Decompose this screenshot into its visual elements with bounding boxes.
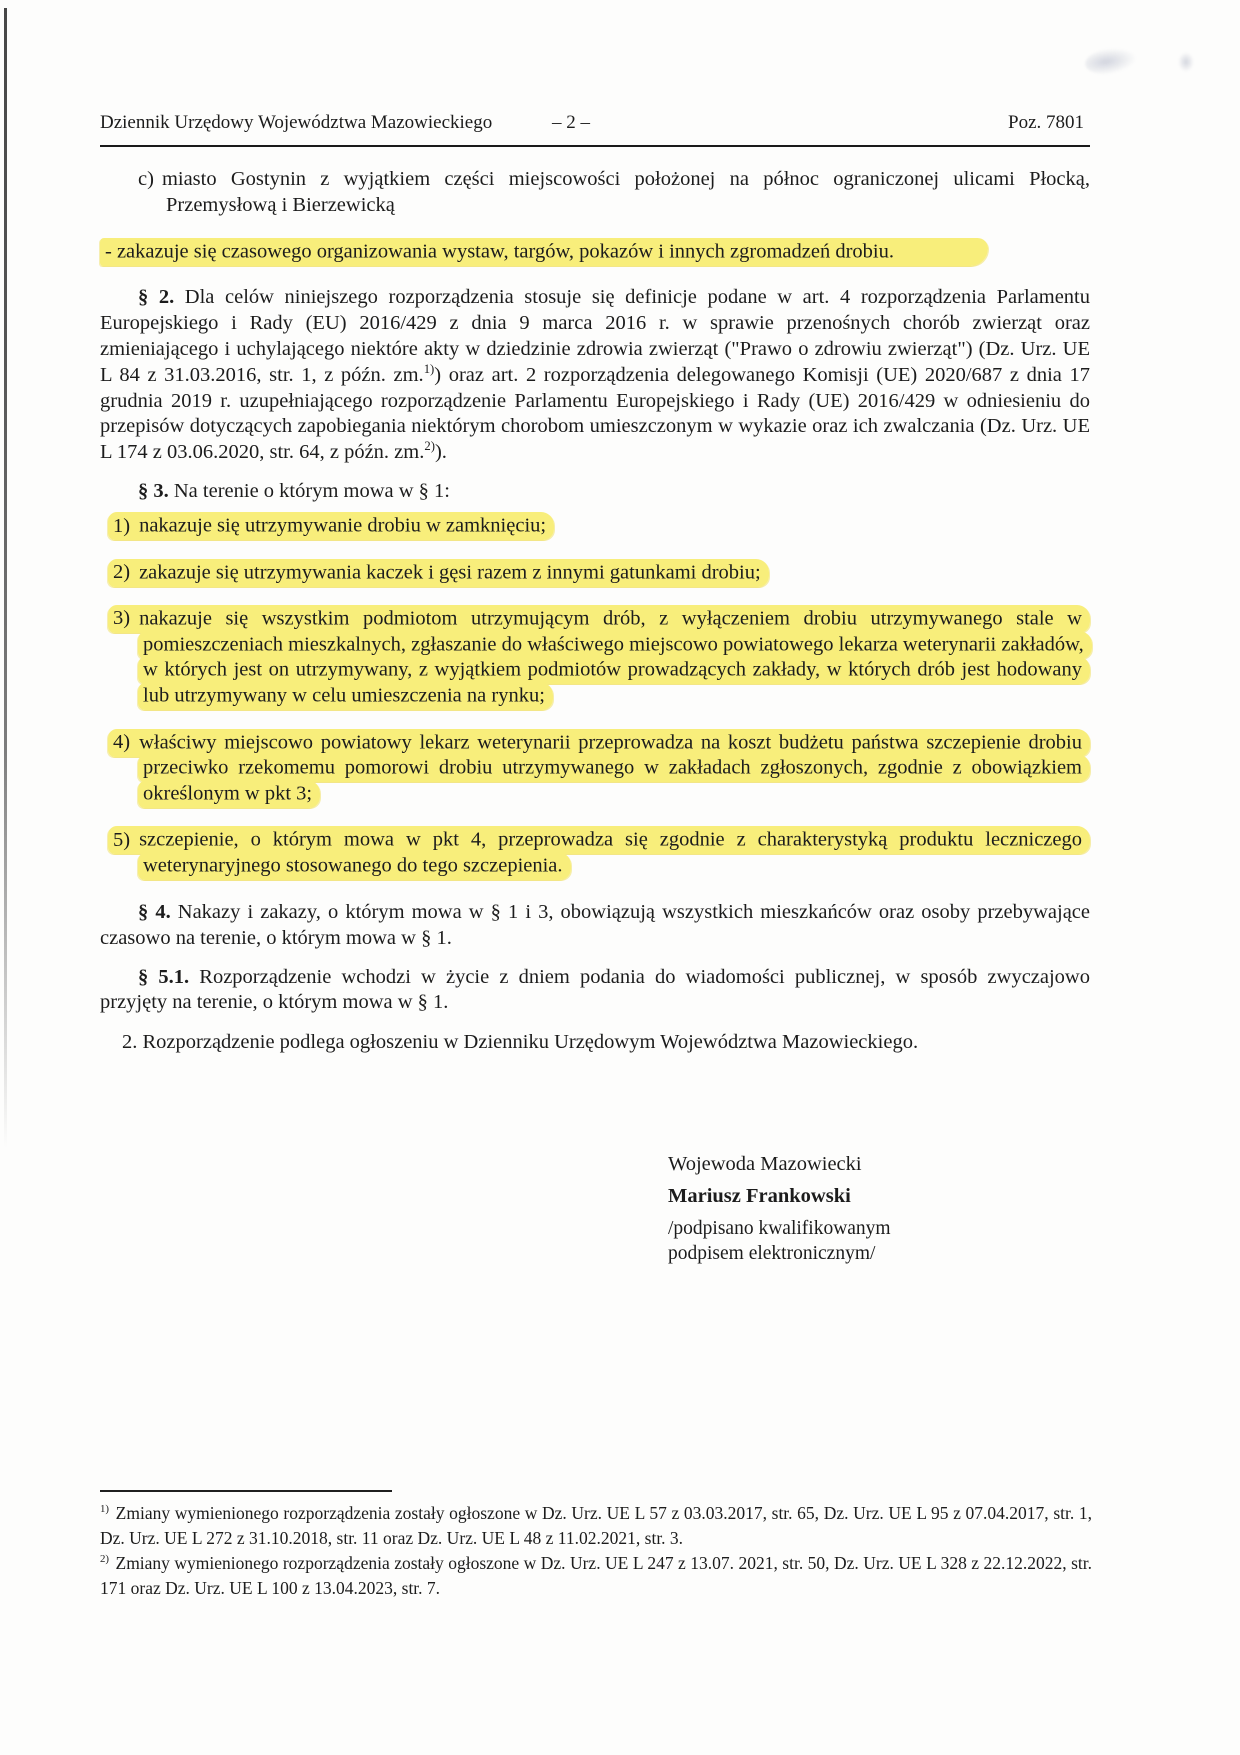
scan-smudge-artifact: [1083, 45, 1138, 78]
footnotes-section: [100, 1490, 1092, 1601]
signature-note-line-1: /podpisano kwalifikowanym: [668, 1218, 891, 1240]
paragraph-3-label: § 3.: [138, 479, 169, 502]
list-item-c-text: miasto Gostynin z wyjątkiem części miejscowości położonej na północ ograniczonej ulicami Płocką, Przemysłową i Bierzewicką: [161, 168, 1090, 216]
paragraph-5-1: [100, 965, 1090, 1017]
paragraph-4-label: § 4.: [138, 901, 171, 924]
list-item-3-number: 3): [113, 607, 131, 630]
list-item-5-text: szczepienie, o którym mowa w pkt 4, przeprowadza się zgodnie z charakterystyką produktu leczniczego weterynaryjnego stosowanego do tego szczepienia.: [139, 828, 1082, 877]
list-item-5-number: 5): [113, 828, 131, 851]
highlight-mark: [108, 729, 1090, 809]
list-item-3: [100, 606, 1090, 709]
list-item-1-text: nakazuje się utrzymywanie drobiu w zamknięciu;: [139, 514, 547, 537]
paragraph-2: [100, 285, 1090, 466]
footnote-2: [100, 1551, 1092, 1601]
signature-note-line-2: podpisem elektronicznym/: [668, 1243, 876, 1265]
list-item-1-number: 1): [113, 514, 131, 537]
list-item-1: [100, 514, 1090, 540]
paragraph-3-text: Na terenie o którym mowa w § 1:: [168, 479, 450, 502]
highlighted-ban-line: [100, 239, 1090, 265]
footnote-ref-1: 1): [423, 361, 435, 376]
list-item-3-text: nakazuje się wszystkim podmiotom utrzymującym drób, z wyłączeniem drobiu utrzymywanego stale w pomieszczeniach mieszkalnych, zgłaszanie do właściwego miejscowo powiatowego lekarza weterynarii zakładów, w których jest on utrzymywany, z wyjątkiem podmiotów prowadzących zakłady, w których drób jest hodowany lub utrzymywany w celu umieszczenia na rynku;: [139, 607, 1084, 707]
signature-block: [668, 1151, 1090, 1266]
numbered-list: [100, 514, 1090, 880]
position-number: Poz. 7801: [1008, 112, 1084, 133]
footnote-2-text: Zmiany wymienionego rozporządzenia zostały ogłoszone w Dz. Urz. UE L 247 z 13.07. 2021, str. 50, Dz. Urz. UE L 328 z 22.12.2022, str. 171 oraz Dz. Urz. UE L 100 z 13.04.2023, str. 7.: [100, 1553, 1092, 1598]
paragraph-4-text: Nakazy i zakazy, o którym mowa w § 1 i 3, obowiązują wszystkich mieszkańców oraz osoby przebywające czasowo na terenie, o którym mowa w § 1.: [100, 901, 1090, 949]
list-item-2-text: zakazuje się utrzymywania kaczek i gęsi razem z innymi gatunkami drobiu;: [139, 561, 761, 584]
list-item-c: [100, 167, 1090, 219]
footnote-ref-2: 2): [424, 439, 435, 454]
footnote-1: [100, 1501, 1092, 1551]
paragraph-2-text: Dla celów niniejszego rozporządzenia stosuje się definicje podane w art. 4 rozporządzenia Parlamentu Europejskiego i Rady (EU) 2016/429 z dnia 9 marca 2016 r. w sprawie przenośnych chorób zwierząt oraz zmieniającego i uchylającego niektóre akty w dziedzinie zdrowia zwierząt ("Prawo o zdrowiu zwierząt") (Dz. Urz. UE L 84 z 31.03.2016, str. 1, z późn. zm.: [100, 286, 1090, 386]
signatory-title: Wojewoda Mazowiecki: [668, 1153, 862, 1176]
footnote-1-text: Zmiany wymienionego rozporządzenia zostały ogłoszone w Dz. Urz. UE L 57 z 03.03.2017, str. 65, Dz. Urz. UE L 95 z 07.04.2017, str. 1, Dz. Urz. UE L 272 z 31.10.2018, str. 11 oraz Dz. Urz. UE L 48 z 11.02.2021, str. 3.: [100, 1503, 1092, 1548]
paragraph-2-label: § 2.: [138, 286, 175, 309]
page-header: [100, 112, 1090, 147]
list-item-4-number: 4): [113, 731, 131, 754]
document-body: [100, 167, 1090, 1266]
page-number: – 2 –: [552, 112, 590, 133]
highlight-mark: [108, 605, 1092, 710]
footnote-separator-rule: [100, 1490, 392, 1492]
highlight-mark: [108, 559, 769, 587]
signatory-name: Mariusz Frankowski: [668, 1185, 851, 1208]
highlight-mark: - zakazuje się czasowego organizowania wystaw, targów, pokazów i innych zgromadzeń drobiu.: [100, 238, 988, 266]
document-page: [100, 112, 1090, 1266]
paragraph-5-label: § 5.1.: [138, 965, 190, 988]
paragraph-2-text: ).: [434, 441, 447, 464]
list-item-5: [100, 828, 1090, 880]
paragraph-5-text: Rozporządzenie wchodzi w życie z dniem podania do wiadomości publicznej, w sposób zwyczajowo przyjęty na terenie, o którym mowa w § 1.: [100, 965, 1090, 1014]
footnote-2-marker: 2): [100, 1553, 110, 1566]
footnote-1-marker: 1): [100, 1503, 110, 1516]
list-item-4-text: właściwy miejscowo powiatowy lekarz weterynarii przeprowadza na koszt budżetu państwa szczepienie drobiu przeciwko rzekomemu pomorowi drobiu utrzymywanego w zakładach zgłoszonych, zgodnie z obowiązkiem określonym w pkt 3;: [139, 731, 1082, 805]
list-item-c-label: c): [138, 168, 154, 190]
paragraph-5-2: 2. Rozporządzenie podlega ogłoszeniu w Dzienniku Urzędowym Województwa Mazowieckiego.: [122, 1031, 919, 1054]
scan-smudge-artifact: [1178, 52, 1194, 72]
journal-title: Dziennik Urzędowy Województwa Mazowieckiego: [100, 112, 493, 133]
list-item-2: [100, 560, 1090, 586]
list-item-2-number: 2): [113, 561, 131, 584]
highlight-mark: [108, 512, 554, 540]
scan-edge-artifact: [4, 8, 7, 1148]
paragraph-2-text: ) oraz art. 2 rozporządzenia delegowanego Komisji (UE) 2020/687 z dnia 17 grudnia 2019 r. uzupełniającego rozporządzenie Parlamentu Europejskiego i Rady (UE) 2016/429 w odniesieniu do przepisów dotyczących zapobiegania niektórym chorobom umieszczonym w wykazie oraz ich zwalczania (Dz. Urz. UE L 174 z 03.06.2020, str. 64, z późn. zm.: [100, 363, 1090, 464]
paragraph-4: [100, 900, 1090, 952]
highlight-mark: [108, 826, 1090, 880]
list-item-4: [100, 730, 1090, 807]
paragraph-3: [100, 479, 1090, 505]
